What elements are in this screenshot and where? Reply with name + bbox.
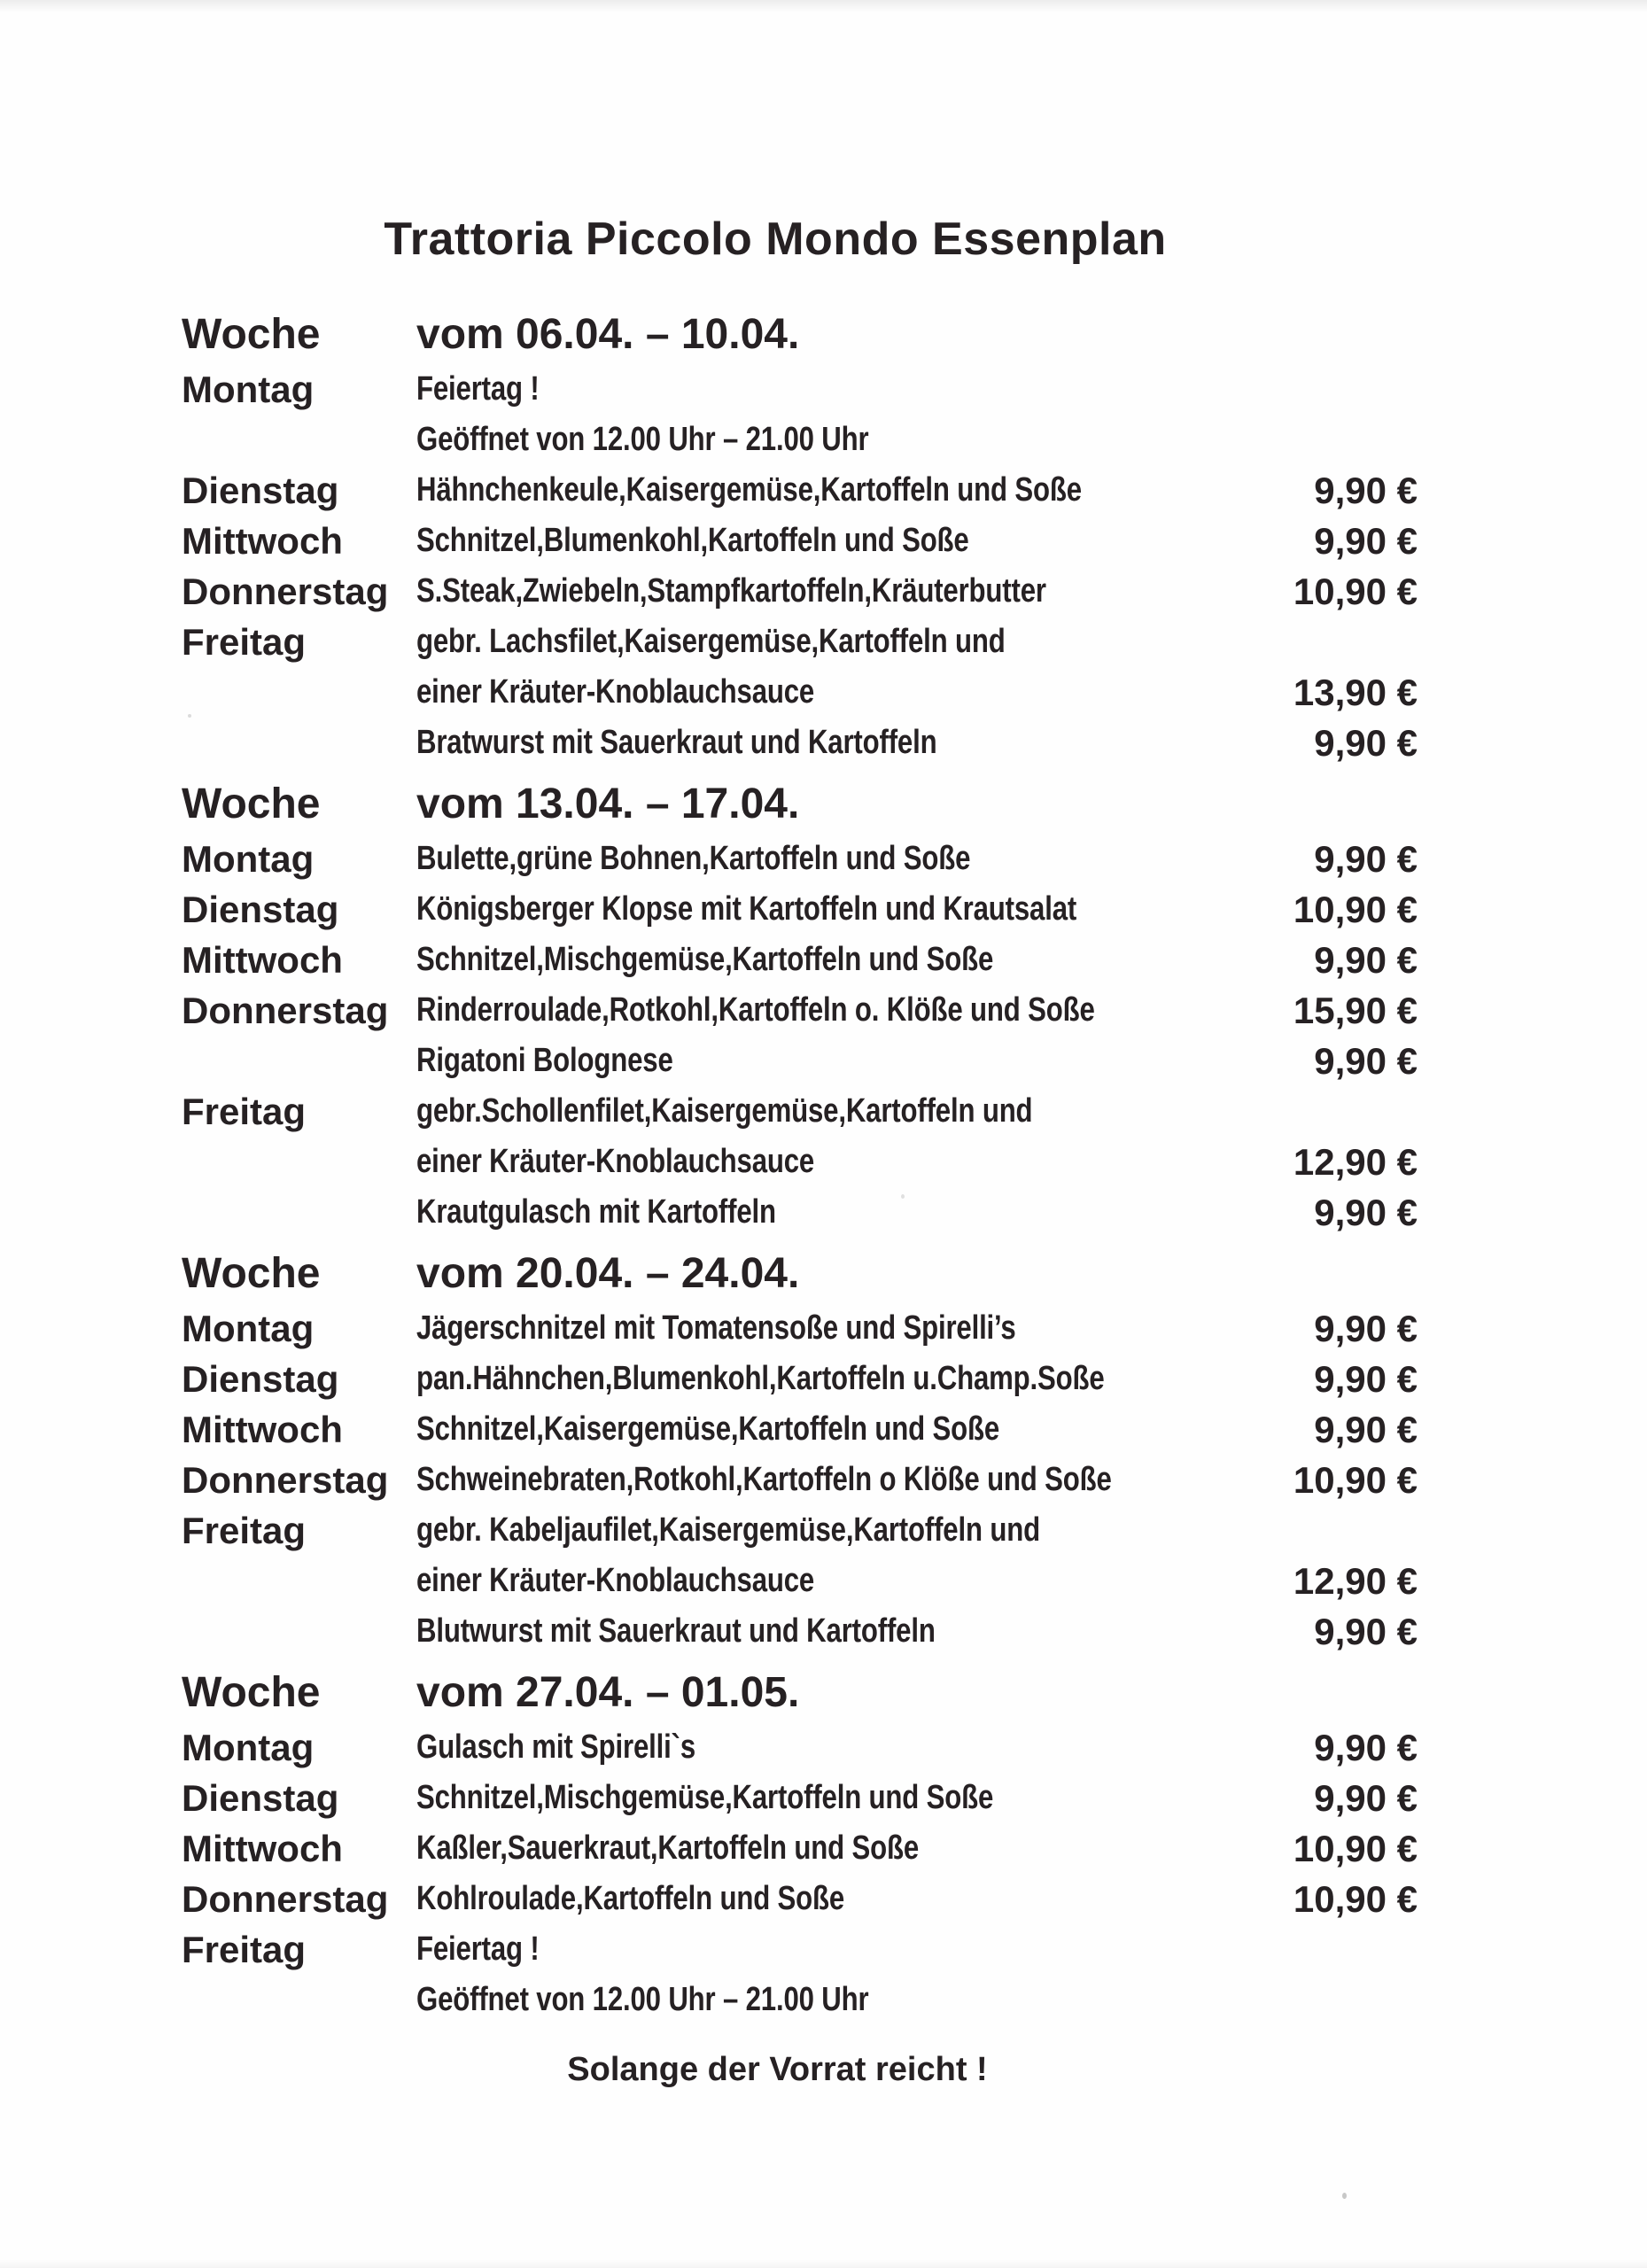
menu-row — [0, 1086, 1647, 1137]
menu-row — [0, 667, 1647, 718]
dish-text: Krautgulasch mit Kartoffeln — [416, 1193, 776, 1231]
footer-note: Solange der Vorrat reicht ! — [567, 2051, 988, 2088]
menu-list — [0, 306, 1647, 2025]
day-label: Montag — [182, 1727, 315, 1768]
day-label: Mittwoch — [182, 520, 343, 562]
dish-text: Königsberger Klopse mit Kartoffeln und Krautsalat — [416, 890, 1077, 928]
menu-row — [0, 1975, 1647, 2025]
week-header — [0, 1664, 1647, 1722]
menu-row — [0, 1773, 1647, 1823]
price-label: 9,90 € — [1314, 1358, 1418, 1400]
week-header — [0, 1245, 1647, 1303]
dish-text: Schnitzel,Mischgemüse,Kartoffeln und Soße — [416, 1779, 994, 1816]
menu-row — [0, 1874, 1647, 1924]
price-label: 9,90 € — [1314, 838, 1418, 880]
menu-row — [0, 364, 1647, 415]
price-label: 12,90 € — [1293, 1141, 1418, 1183]
price-label: 9,90 € — [1314, 470, 1418, 511]
menu-row — [0, 415, 1647, 465]
menu-row — [0, 617, 1647, 667]
dish-text: Schweinebraten,Rotkohl,Kartoffeln o Klöße und Soße — [416, 1461, 1112, 1498]
menu-row — [0, 1722, 1647, 1773]
week-header — [0, 775, 1647, 834]
scan-speck — [188, 714, 191, 718]
dish-text: Blutwurst mit Sauerkraut und Kartoffeln — [416, 1612, 936, 1650]
menu-row — [0, 718, 1647, 768]
day-label: Donnerstag — [182, 1878, 389, 1920]
price-label: 9,90 € — [1314, 722, 1418, 764]
dish-text: Gulasch mit Spirelli`s — [416, 1728, 696, 1766]
dish-text: gebr.Schollenfilet,Kaisergemüse,Kartoffeln und — [416, 1092, 1033, 1130]
week-date-range: vom 13.04. – 17.04. — [416, 781, 800, 827]
scan-edge-shadow-top — [0, 0, 1647, 12]
menu-row — [0, 516, 1647, 566]
price-label: 9,90 € — [1314, 1611, 1418, 1652]
dish-text: Kohlroulade,Kartoffeln und Soße — [416, 1880, 845, 1917]
menu-row — [0, 465, 1647, 516]
menu-row — [0, 1187, 1647, 1238]
day-label: Donnerstag — [182, 1459, 389, 1501]
week-label: Woche — [182, 1250, 321, 1297]
dish-text: einer Kräuter-Knoblauchsauce — [416, 1562, 815, 1599]
week-header — [0, 306, 1647, 364]
day-label: Donnerstag — [182, 571, 389, 612]
menu-row — [0, 1303, 1647, 1354]
day-label: Dienstag — [182, 889, 339, 930]
menu-row — [0, 1505, 1647, 1556]
day-label: Dienstag — [182, 1777, 339, 1819]
dish-text: Kaßler,Sauerkraut,Kartoffeln und Soße — [416, 1829, 920, 1867]
dish-text: Jägerschnitzel mit Tomatensoße und Spirelli’s — [416, 1309, 1016, 1347]
day-label: Montag — [182, 1308, 315, 1349]
day-label: Montag — [182, 369, 315, 410]
scan-edge-shadow-bottom — [0, 2259, 1647, 2268]
dish-text: Bulette,grüne Bohnen,Kartoffeln und Soße — [416, 840, 971, 877]
week-date-range: vom 27.04. – 01.05. — [416, 1669, 800, 1716]
menu-row — [0, 1823, 1647, 1874]
day-label: Freitag — [182, 1510, 307, 1551]
scan-speck — [901, 1194, 905, 1199]
menu-row — [0, 1455, 1647, 1505]
price-label: 9,90 € — [1314, 1040, 1418, 1082]
dish-text: Feiertag ! — [416, 1930, 540, 1968]
price-label: 13,90 € — [1293, 672, 1418, 713]
dish-text: einer Kräuter-Knoblauchsauce — [416, 1143, 815, 1180]
dish-text: Schnitzel,Blumenkohl,Kartoffeln und Soße — [416, 522, 969, 559]
dish-text: pan.Hähnchen,Blumenkohl,Kartoffeln u.Champ.Soße — [416, 1360, 1105, 1397]
dish-text: einer Kräuter-Knoblauchsauce — [416, 673, 815, 711]
price-label: 9,90 € — [1314, 520, 1418, 562]
price-label: 15,90 € — [1293, 990, 1418, 1031]
price-label: 10,90 € — [1293, 1878, 1418, 1920]
dish-text: S.Steak,Zwiebeln,Stampfkartoffeln,Kräuterbutter — [416, 572, 1046, 610]
menu-row — [0, 985, 1647, 1036]
dish-text: Hähnchenkeule,Kaisergemüse,Kartoffeln und Soße — [416, 471, 1082, 509]
dish-text: Geöffnet von 12.00 Uhr – 21.00 Uhr — [416, 421, 869, 458]
price-label: 9,90 € — [1314, 1777, 1418, 1819]
page-title: Trattoria Piccolo Mondo Essenplan — [384, 213, 1167, 265]
dish-text: Schnitzel,Mischgemüse,Kartoffeln und Soße — [416, 941, 994, 978]
price-label: 10,90 € — [1293, 571, 1418, 612]
price-label: 12,90 € — [1293, 1560, 1418, 1602]
price-label: 9,90 € — [1314, 1308, 1418, 1349]
price-label: 10,90 € — [1293, 889, 1418, 930]
menu-row — [0, 935, 1647, 985]
scan-speck — [1342, 2193, 1347, 2199]
day-label: Mittwoch — [182, 1828, 343, 1869]
day-label: Mittwoch — [182, 1409, 343, 1450]
menu-row — [0, 884, 1647, 935]
day-label: Freitag — [182, 1091, 307, 1132]
week-label: Woche — [182, 1669, 321, 1716]
menu-row — [0, 1556, 1647, 1606]
dish-text: gebr. Kabeljaufilet,Kaisergemüse,Kartoffeln und — [416, 1511, 1040, 1549]
day-label: Dienstag — [182, 1358, 339, 1400]
day-label: Freitag — [182, 1929, 307, 1970]
week-date-range: vom 20.04. – 24.04. — [416, 1250, 800, 1297]
week-label: Woche — [182, 311, 321, 358]
dish-text: Schnitzel,Kaisergemüse,Kartoffeln und Soße — [416, 1410, 999, 1448]
dish-text: Rigatoni Bolognese — [416, 1042, 673, 1079]
menu-row — [0, 834, 1647, 884]
week-date-range: vom 06.04. – 10.04. — [416, 311, 800, 358]
menu-row — [0, 566, 1647, 617]
dish-text: Feiertag ! — [416, 370, 540, 408]
week-label: Woche — [182, 781, 321, 827]
dish-text: Rinderroulade,Rotkohl,Kartoffeln o. Klöße und Soße — [416, 991, 1095, 1029]
day-label: Freitag — [182, 621, 307, 663]
price-label: 9,90 € — [1314, 1192, 1418, 1233]
dish-text: Geöffnet von 12.00 Uhr – 21.00 Uhr — [416, 1981, 869, 2018]
price-label: 9,90 € — [1314, 939, 1418, 981]
price-label: 9,90 € — [1314, 1409, 1418, 1450]
price-label: 9,90 € — [1314, 1727, 1418, 1768]
day-label: Montag — [182, 838, 315, 880]
menu-row — [0, 1137, 1647, 1187]
menu-row — [0, 1924, 1647, 1975]
day-label: Mittwoch — [182, 939, 343, 981]
dish-text: gebr. Lachsfilet,Kaisergemüse,Kartoffeln und — [416, 623, 1006, 660]
day-label: Dienstag — [182, 470, 339, 511]
menu-row — [0, 1354, 1647, 1404]
menu-row — [0, 1404, 1647, 1455]
dish-text: Bratwurst mit Sauerkraut und Kartoffeln — [416, 724, 937, 761]
price-label: 10,90 € — [1293, 1459, 1418, 1501]
price-label: 10,90 € — [1293, 1828, 1418, 1869]
menu-row — [0, 1036, 1647, 1086]
day-label: Donnerstag — [182, 990, 389, 1031]
menu-row — [0, 1606, 1647, 1657]
